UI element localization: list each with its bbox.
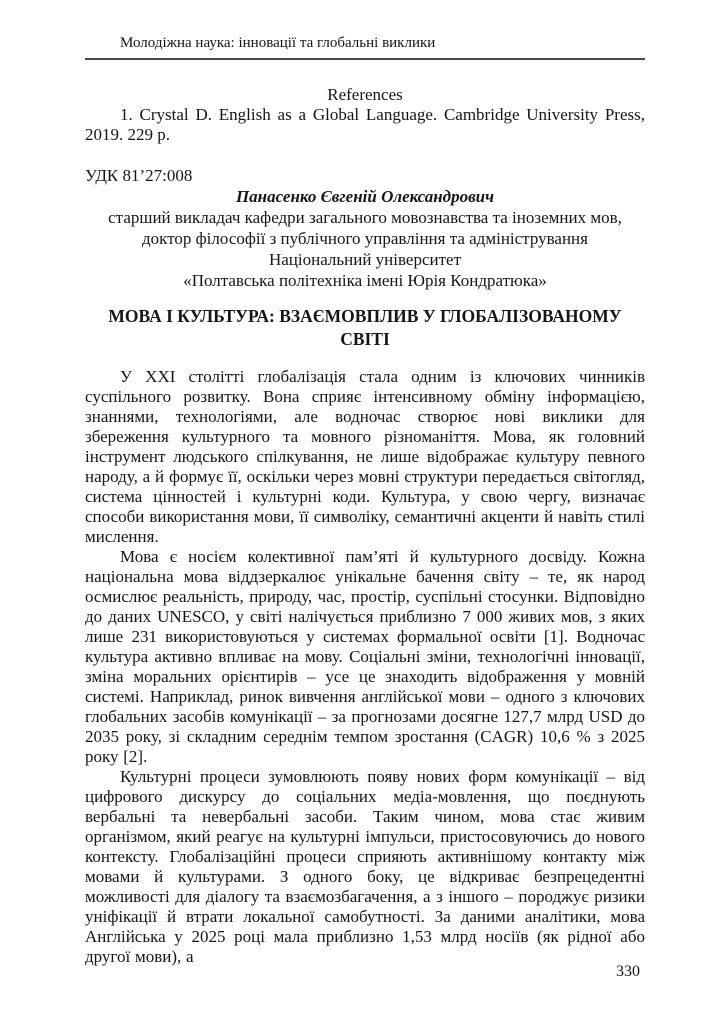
article-header (85, 166, 645, 351)
page-header (85, 33, 645, 60)
affiliation-line: доктор філософії з публічного управління та адміністрування (142, 229, 588, 248)
affiliation-line: «Полтавська політехніка імені Юрія Кондратюка» (183, 271, 547, 290)
affiliation-line: старший викладач кафедри загального мовознавства та іноземних мов, (108, 208, 622, 227)
article-title: МОВА І КУЛЬТУРА: ВЗАЄМОВПЛИВ У ГЛОБАЛІЗОВАНОМУ СВІТІ (108, 306, 622, 349)
udc-code: УДК 81’27:008 (85, 166, 193, 185)
body-paragraph: Культурні процеси зумовлюють появу нових форм комунікації – від цифрового дискурсу до соціальних медіа-мовлення, що поєднують вербальні та невербальні засоби. Таким чином, мова стає живим організмом, який реагує на культурні імпульси, пристосовуючись до нового контексту. Глобалізаційні процеси сприяють активнішому контакту між мовами й культурами. З одного боку, це відкриває безпрецедентні можливості для діалогу та взаємозбагачення, а з іншого – породжує ризики уніфікації й втрати локальної самобутності. За даними аналітики, мова Англійська у 2025 році мала приблизно 1,53 млрд носіїв (як рідної або другої мови), а (85, 767, 645, 966)
article-body (85, 367, 645, 967)
body-paragraph: Мова є носієм колективної пам’яті й культурного досвіду. Кожна національна мова віддзеркалює унікальне бачення світу – те, як народ осмислює реальність, природу, час, простір, суспільні стосунки. Відповідно до даних UNESCO, у світі налічується приблизно 7 000 живих мов, з яких лише 231 використовуються у системах формальної освіти [1]. Водночас культура активно впливає на мову. Соціальні зміни, технологічні інновації, зміна моральних орієнтирів – усе це знаходить відображення у мовній системі. Наприклад, ринок вивчення англійської мови – одного з ключових глобальних засобів комунікації – за прогнозами досягне 127,7 млрд USD до 2035 року, зі складним середнім темпом зростання (CAGR) 10,6 % з 2025 року [2]. (85, 547, 645, 766)
references-section (85, 85, 645, 145)
reference-entry: 1. Crystal D. English as a Global Language. Cambridge University Press, 2019. 229 p. (85, 105, 645, 144)
page-content (0, 33, 724, 967)
body-paragraph: У XXI столітті глобалізація стала одним із ключових чинників суспільного розвитку. Вона сприяє інтенсивному обміну інформацією, знаннями, технологіями, але водночас створює нові виклики для збереження культурного та мовного різноманіття. Мова, як головний інструмент людського спілкування, не лише відображає культуру певного народу, а й формує її, оскільки через мовні структури передається світогляд, система цінностей і культурні коди. Культура, у свою чергу, визначає способи використання мови, її символіку, семантичні акценти й навіть стилі мислення. (85, 367, 645, 546)
header-rule (85, 58, 645, 60)
running-title: Молодіжна наука: інновації та глобальні виклики (120, 35, 436, 51)
affiliation-line: Національний університет (268, 250, 462, 269)
affiliation-block (85, 207, 645, 291)
author-name: Панасенко Євгеній Олександрович (235, 187, 495, 206)
references-heading: References (327, 85, 403, 104)
page-number: 330 (616, 963, 640, 980)
